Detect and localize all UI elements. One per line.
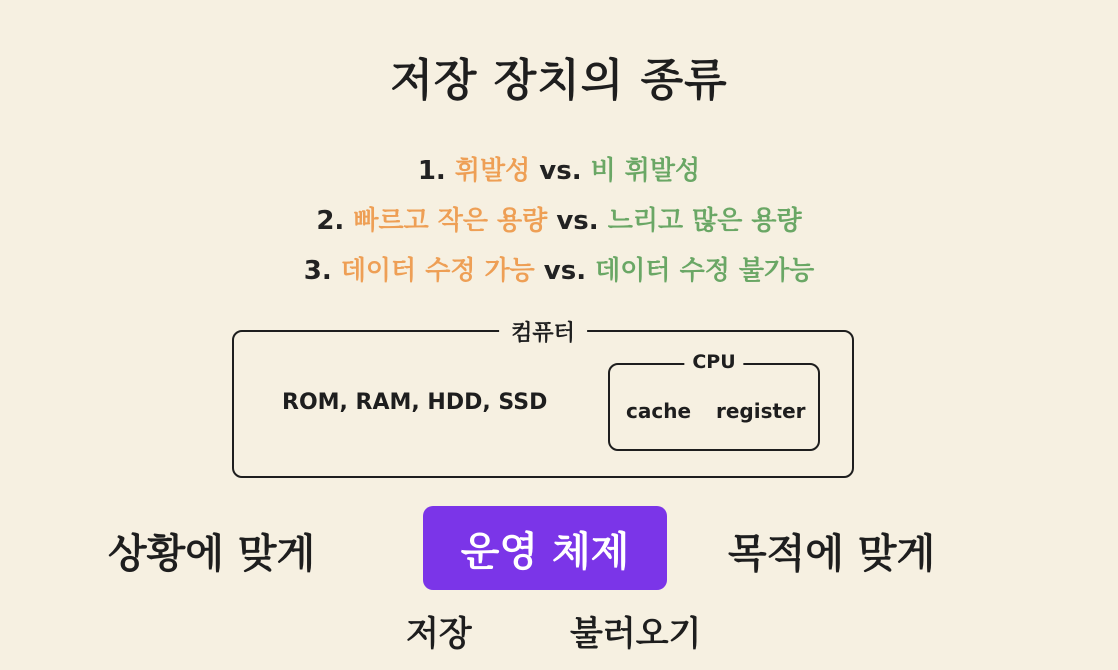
comparison-number: 1.	[417, 156, 446, 186]
comparison-right: 비 휘발성	[590, 156, 701, 186]
cpu-item-cache: cache	[626, 399, 692, 423]
comparison-item-1	[0, 150, 1118, 187]
comparison-left: 빠르고 작은 용량	[353, 206, 548, 236]
comparison-item-3	[0, 250, 1118, 287]
action-load: 불러오기	[570, 614, 702, 654]
cpu-label: CPU	[684, 351, 743, 373]
comparison-right: 데이터 수정 불가능	[595, 256, 815, 286]
comparison-left: 데이터 수정 가능	[340, 256, 535, 286]
cpu-box	[608, 351, 820, 451]
comparison-vs: vs.	[556, 206, 599, 236]
computer-box	[232, 321, 854, 478]
action-save: 저장	[406, 614, 472, 654]
cpu-item-register: register	[716, 399, 806, 423]
comparison-vs: vs.	[539, 156, 582, 186]
storage-devices: ROM, RAM, HDD, SSD	[282, 390, 548, 415]
computer-label: 컴퓨터	[499, 316, 587, 347]
page-title: 저장 장치의 종류	[390, 55, 728, 106]
situation-text: 상황에 맞게	[108, 531, 316, 577]
purpose-text: 목적에 맞게	[728, 531, 936, 577]
comparison-number: 3.	[303, 256, 332, 286]
comparison-number: 2.	[316, 206, 345, 236]
comparison-left: 휘발성	[454, 156, 531, 186]
operating-system-badge: 운영 체제	[423, 506, 667, 590]
comparison-item-2	[0, 200, 1118, 237]
comparison-right: 느리고 많은 용량	[607, 206, 802, 236]
comparison-vs: vs.	[543, 256, 587, 286]
